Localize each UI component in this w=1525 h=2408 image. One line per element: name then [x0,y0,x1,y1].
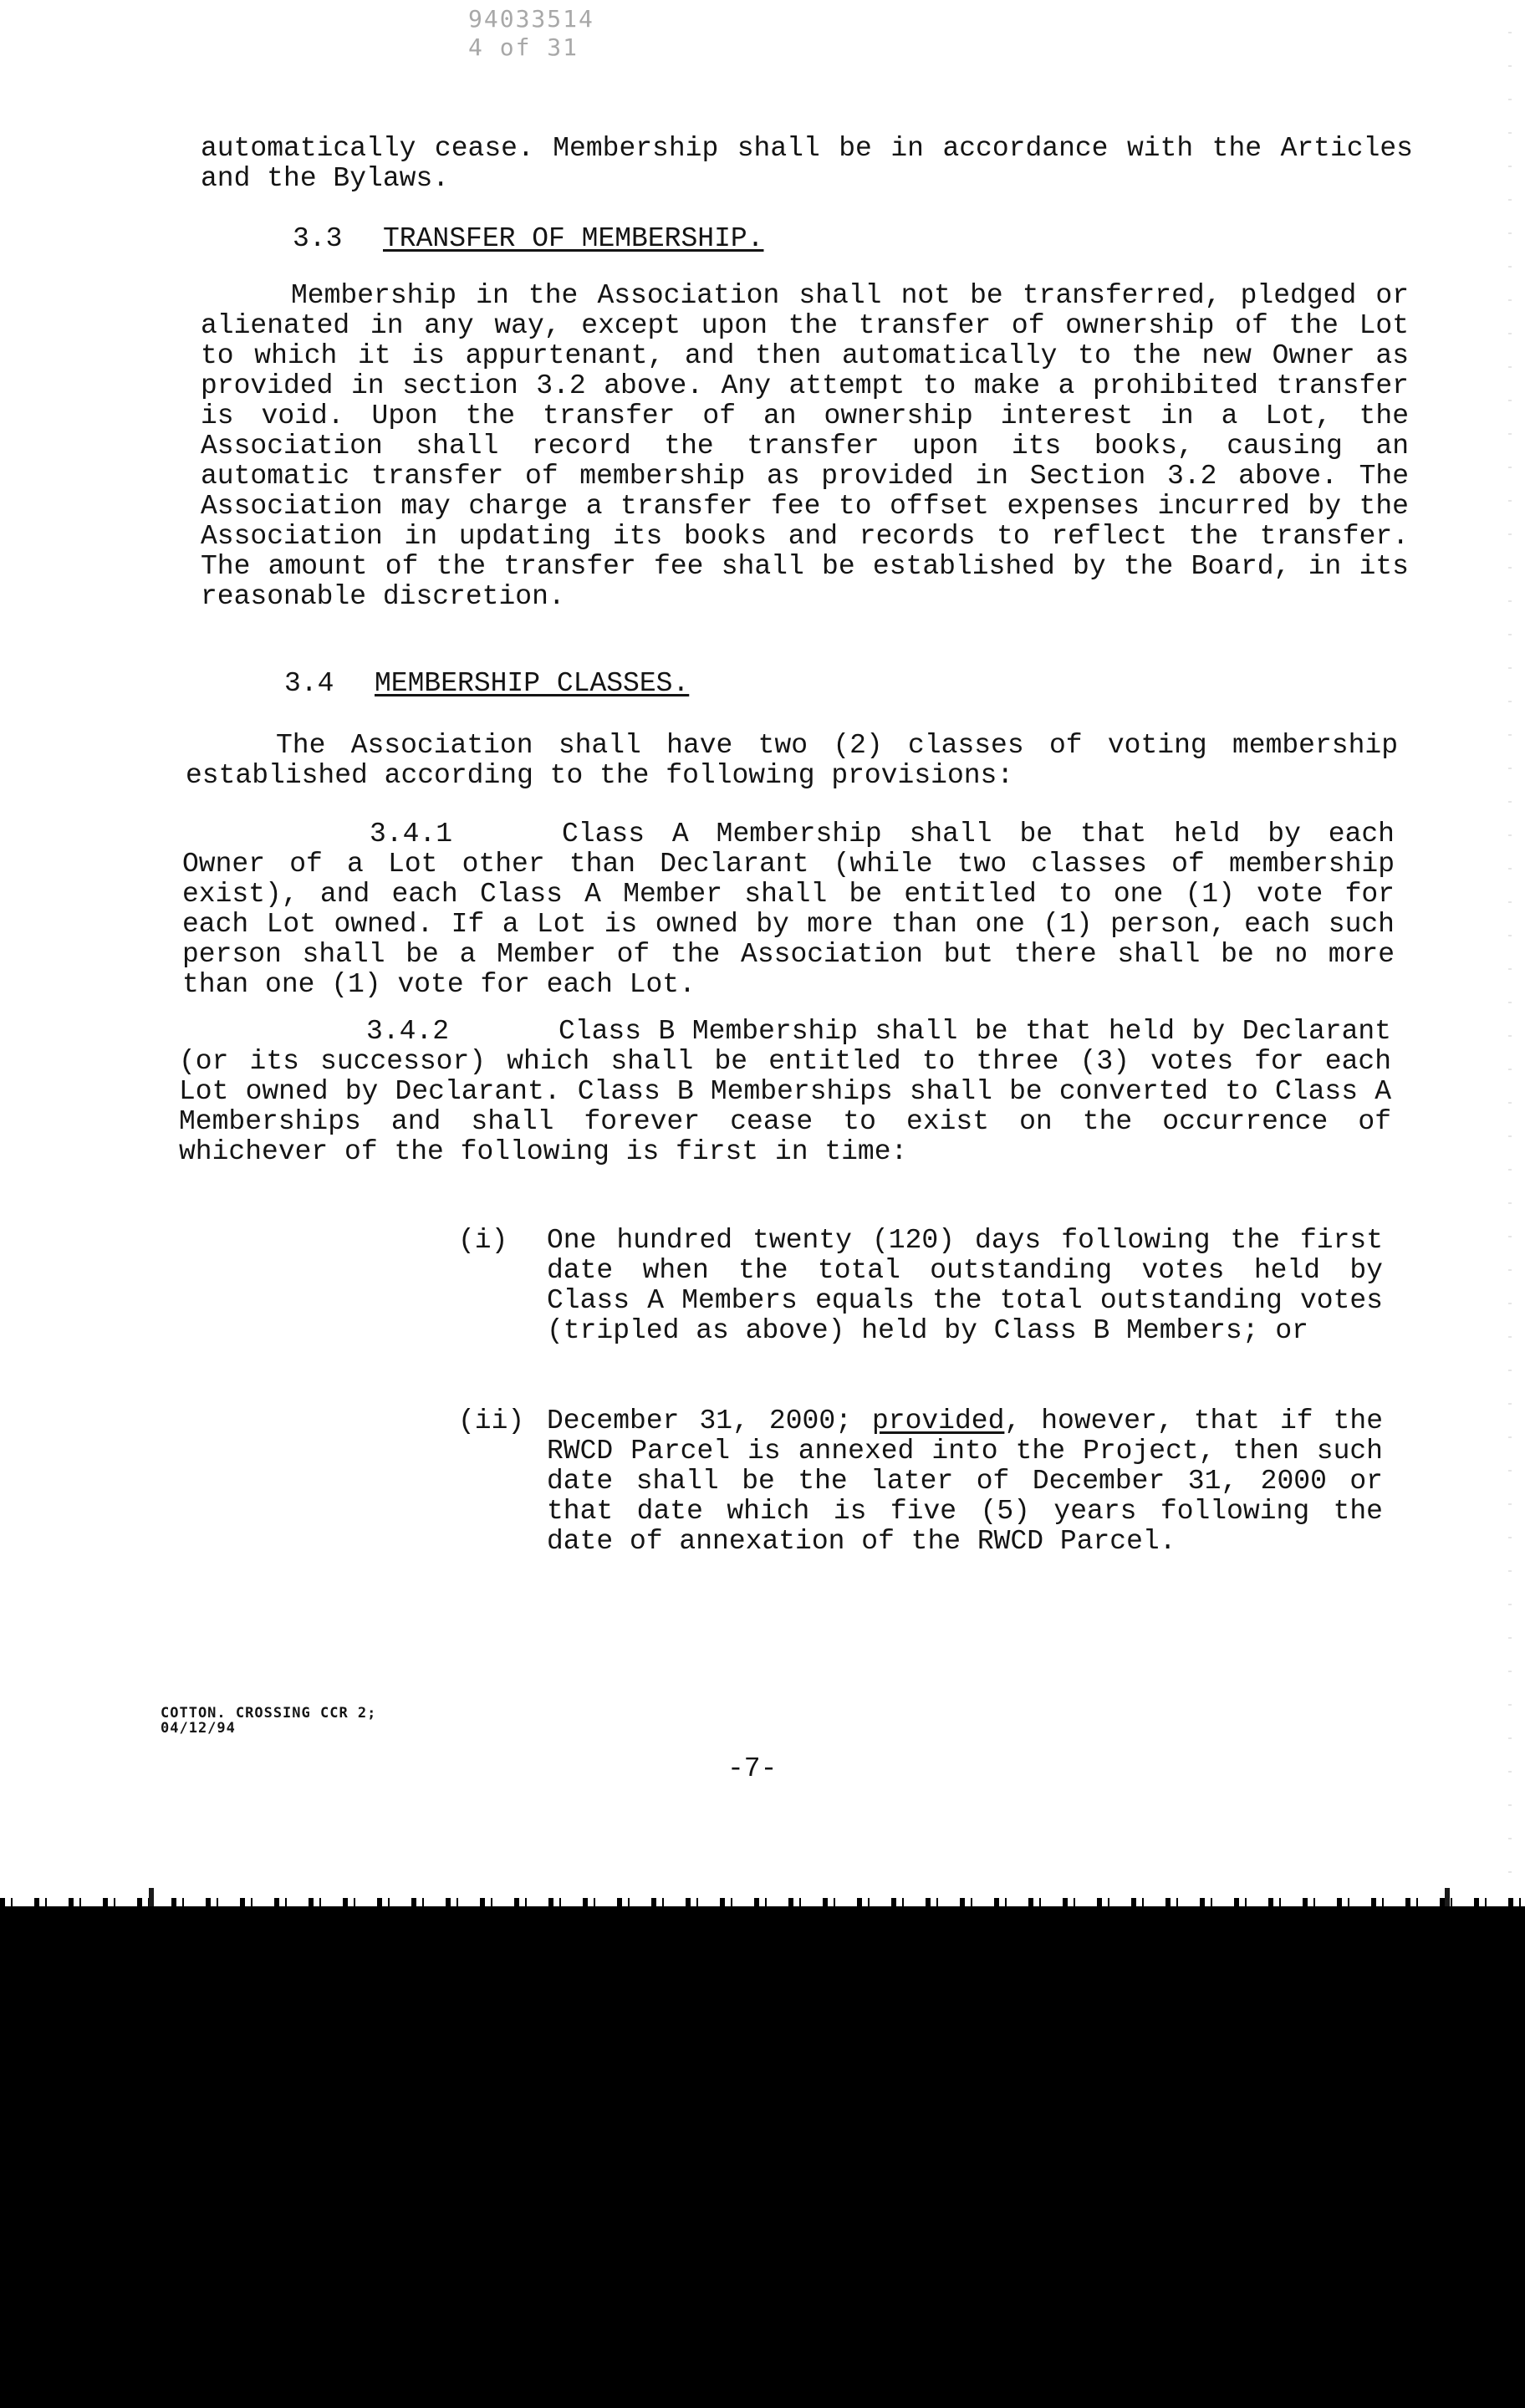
section-3-4-2-body: Class B Membership shall be that held by Declarant (or its successor) which shall be entitled to three (3) votes for each Lot owned by Declarant. Class B Memberships shall be converted to Class A Memberships and shall forever cease to exist on the occurrence of whichever of the following is first in time: [179,1016,1391,1167]
stamp-line-2: 4 of 31 [468,33,579,61]
recording-stamp [468,5,594,62]
section-3-4-1-paragraph [182,819,1395,1000]
list-item-text [547,1406,1383,1557]
section-3-4-1-body: Class A Membership shall be that held by each Owner of a Lot other than Declarant (while two classes of membership exist), and each Class A Member shall be entitled to one (1) vote for each Lot owned. If a Lot is owned by more than one (1) person, each such person shall be a Member of the Association but there shall be no more than one (1) vote for each Lot. [182,819,1395,1000]
list-item-marker: (i) [458,1225,508,1256]
list-item-text-end: , however, that if the RWCD Parcel is annexed into the Project, then such date shall be the later of December 31, 2000 or that date which is five (5) years following the date of annexation of the RWCD Parcel. [547,1406,1384,1557]
section-3-4-title: MEMBERSHIP CLASSES. [375,668,690,699]
section-3-4-2-number: 3.4.2 [366,1016,450,1047]
list-item [458,1406,1386,1590]
list-item-marker: (ii) [458,1406,525,1436]
document-footer [161,1706,376,1736]
stamp-line-1: 94033514 [468,5,594,33]
list-item-text: One hundred twenty (120) days following the first date when the total outstanding votes held by Class A Members equals the total outstanding votes (tripled as above) held by Class B Members; or [547,1225,1383,1346]
section-3-3-body: Membership in the Association shall not be transferred, pledged or alienated in any way, except upon the transfer of ownership of the Lot to which it is appurtenant, and then automatically to the new Owner as provided in section 3.2 above. Any attempt to make a prohibited transfer is void. Upon the transfer of an ownership interest in a Lot, the Association shall record the transfer upon its books, causing an automatic transfer of membership as provided in Section 3.2 above. The Association may charge a transfer fee to offset expenses incurred by the Association in updating its books and records to reflect the transfer. The amount of the transfer fee shall be established by the Board, in its reasonable discretion. [201,280,1409,612]
footer-date: 04/12/94 [161,1720,236,1737]
scan-black-bar [0,1906,1525,2408]
provided-emphasis: provided [871,1406,1005,1436]
section-3-4-2-paragraph [179,1017,1391,1167]
section-3-3-number: 3.3 [293,223,343,254]
section-3-3-heading [293,224,763,254]
footer-filename: COTTON. CROSSING CCR 2; [161,1705,377,1722]
section-3-4-body: The Association shall have two (2) classes of voting membership established according to the following provisions: [186,730,1398,791]
list-item [458,1226,1386,1376]
scan-edge-artifacts [1475,0,1525,1906]
page-number: -7- [727,1753,778,1784]
section-3-4-heading [284,669,689,699]
list-item-text-start: December 31, 2000; [547,1406,872,1436]
section-3-4-1-number: 3.4.1 [370,819,453,849]
section-3-4-number: 3.4 [284,668,334,699]
section-3-3-title: TRANSFER OF MEMBERSHIP. [383,223,764,254]
intro-paragraph: automatically cease. Membership shall be in accordance with the Articles and the Bylaws. [201,133,1413,194]
